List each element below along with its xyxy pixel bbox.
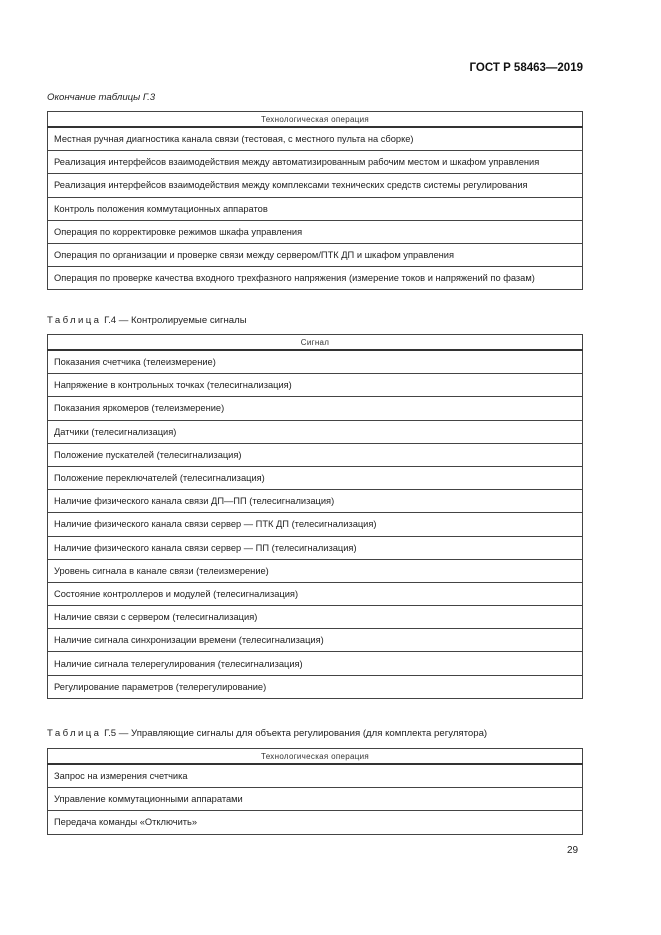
table-cell: Реализация интерфейсов взаимодействия между комплексами технических средств системы регулирования	[48, 174, 583, 197]
table-g4-caption-text: Г.4 — Контролируемые сигналы	[101, 315, 247, 326]
table-row	[48, 374, 583, 397]
table-row	[48, 243, 583, 266]
table-cell: Операция по проверке качества входного трехфазного напряжения (измерение токов и напряжений по фазам)	[48, 267, 583, 290]
table-g5-header: Технологическая операция	[48, 749, 583, 765]
table-row	[48, 397, 583, 420]
table-g4-caption-prefix: Таблица	[47, 315, 102, 326]
page-number: 29	[567, 845, 579, 856]
table-cell: Состояние контроллеров и модулей (телесигнализация)	[48, 582, 583, 605]
table-row	[48, 811, 583, 834]
table-g3-caption: Окончание таблицы Г.3	[47, 92, 156, 103]
table-cell: Регулирование параметров (телерегулирование)	[48, 675, 583, 698]
table-row	[48, 536, 583, 559]
table-row	[48, 443, 583, 466]
table-g4-header: Сигнал	[48, 335, 583, 351]
table-g4-caption	[47, 315, 247, 326]
table-cell: Наличие физического канала связи ДП—ПП (телесигнализация)	[48, 490, 583, 513]
table-cell: Показания счетчика (телеизмерение)	[48, 350, 583, 374]
table-cell: Наличие физического канала связи сервер — ПТК ДП (телесигнализация)	[48, 513, 583, 536]
table-row	[48, 675, 583, 698]
table-row	[48, 151, 583, 174]
table-row	[48, 629, 583, 652]
standard-number: ГОСТ Р 58463—2019	[469, 62, 583, 74]
table-cell: Положение переключателей (телесигнализация)	[48, 466, 583, 489]
table-row	[48, 174, 583, 197]
table-g3	[47, 111, 583, 290]
table-row	[48, 582, 583, 605]
table-row	[48, 490, 583, 513]
table-g5	[47, 748, 583, 835]
table-row	[48, 559, 583, 582]
table-g3-header: Технологическая операция	[48, 112, 583, 128]
table-cell: Операция по корректировке режимов шкафа управления	[48, 220, 583, 243]
table-row	[48, 606, 583, 629]
table-row	[48, 764, 583, 788]
table-row	[48, 513, 583, 536]
table-cell: Реализация интерфейсов взаимодействия между автоматизированным рабочим местом и шкафом управления	[48, 151, 583, 174]
table-cell: Показания яркомеров (телеизмерение)	[48, 397, 583, 420]
table-row	[48, 127, 583, 151]
table-row	[48, 350, 583, 374]
table-row	[48, 788, 583, 811]
table-row	[48, 220, 583, 243]
table-cell: Наличие сигнала синхронизации времени (телесигнализация)	[48, 629, 583, 652]
table-cell: Запрос на измерения счетчика	[48, 764, 583, 788]
table-cell: Наличие физического канала связи сервер — ПП (телесигнализация)	[48, 536, 583, 559]
table-row	[48, 420, 583, 443]
table-cell: Уровень сигнала в канале связи (телеизмерение)	[48, 559, 583, 582]
table-row	[48, 197, 583, 220]
table-row	[48, 652, 583, 675]
table-cell: Контроль положения коммутационных аппаратов	[48, 197, 583, 220]
table-row	[48, 466, 583, 489]
table-g5-caption-prefix: Таблица	[47, 728, 102, 739]
table-row	[48, 267, 583, 290]
table-g4	[47, 334, 583, 699]
table-cell: Управление коммутационными аппаратами	[48, 788, 583, 811]
table-cell: Положение пускателей (телесигнализация)	[48, 443, 583, 466]
table-g5-caption-text: Г.5 — Управляющие сигналы для объекта регулирования (для комплекта регулятора)	[101, 728, 488, 739]
table-cell: Передача команды «Отключить»	[48, 811, 583, 834]
table-cell: Местная ручная диагностика канала связи (тестовая, с местного пульта на сборке)	[48, 127, 583, 151]
table-cell: Операция по организации и проверке связи между сервером/ПТК ДП и шкафом управления	[48, 243, 583, 266]
table-g5-caption	[47, 728, 487, 739]
table-cell: Наличие связи с сервером (телесигнализация)	[48, 606, 583, 629]
table-cell: Напряжение в контрольных точках (телесигнализация)	[48, 374, 583, 397]
table-cell: Датчики (телесигнализация)	[48, 420, 583, 443]
table-cell: Наличие сигнала телерегулирования (телесигнализация)	[48, 652, 583, 675]
